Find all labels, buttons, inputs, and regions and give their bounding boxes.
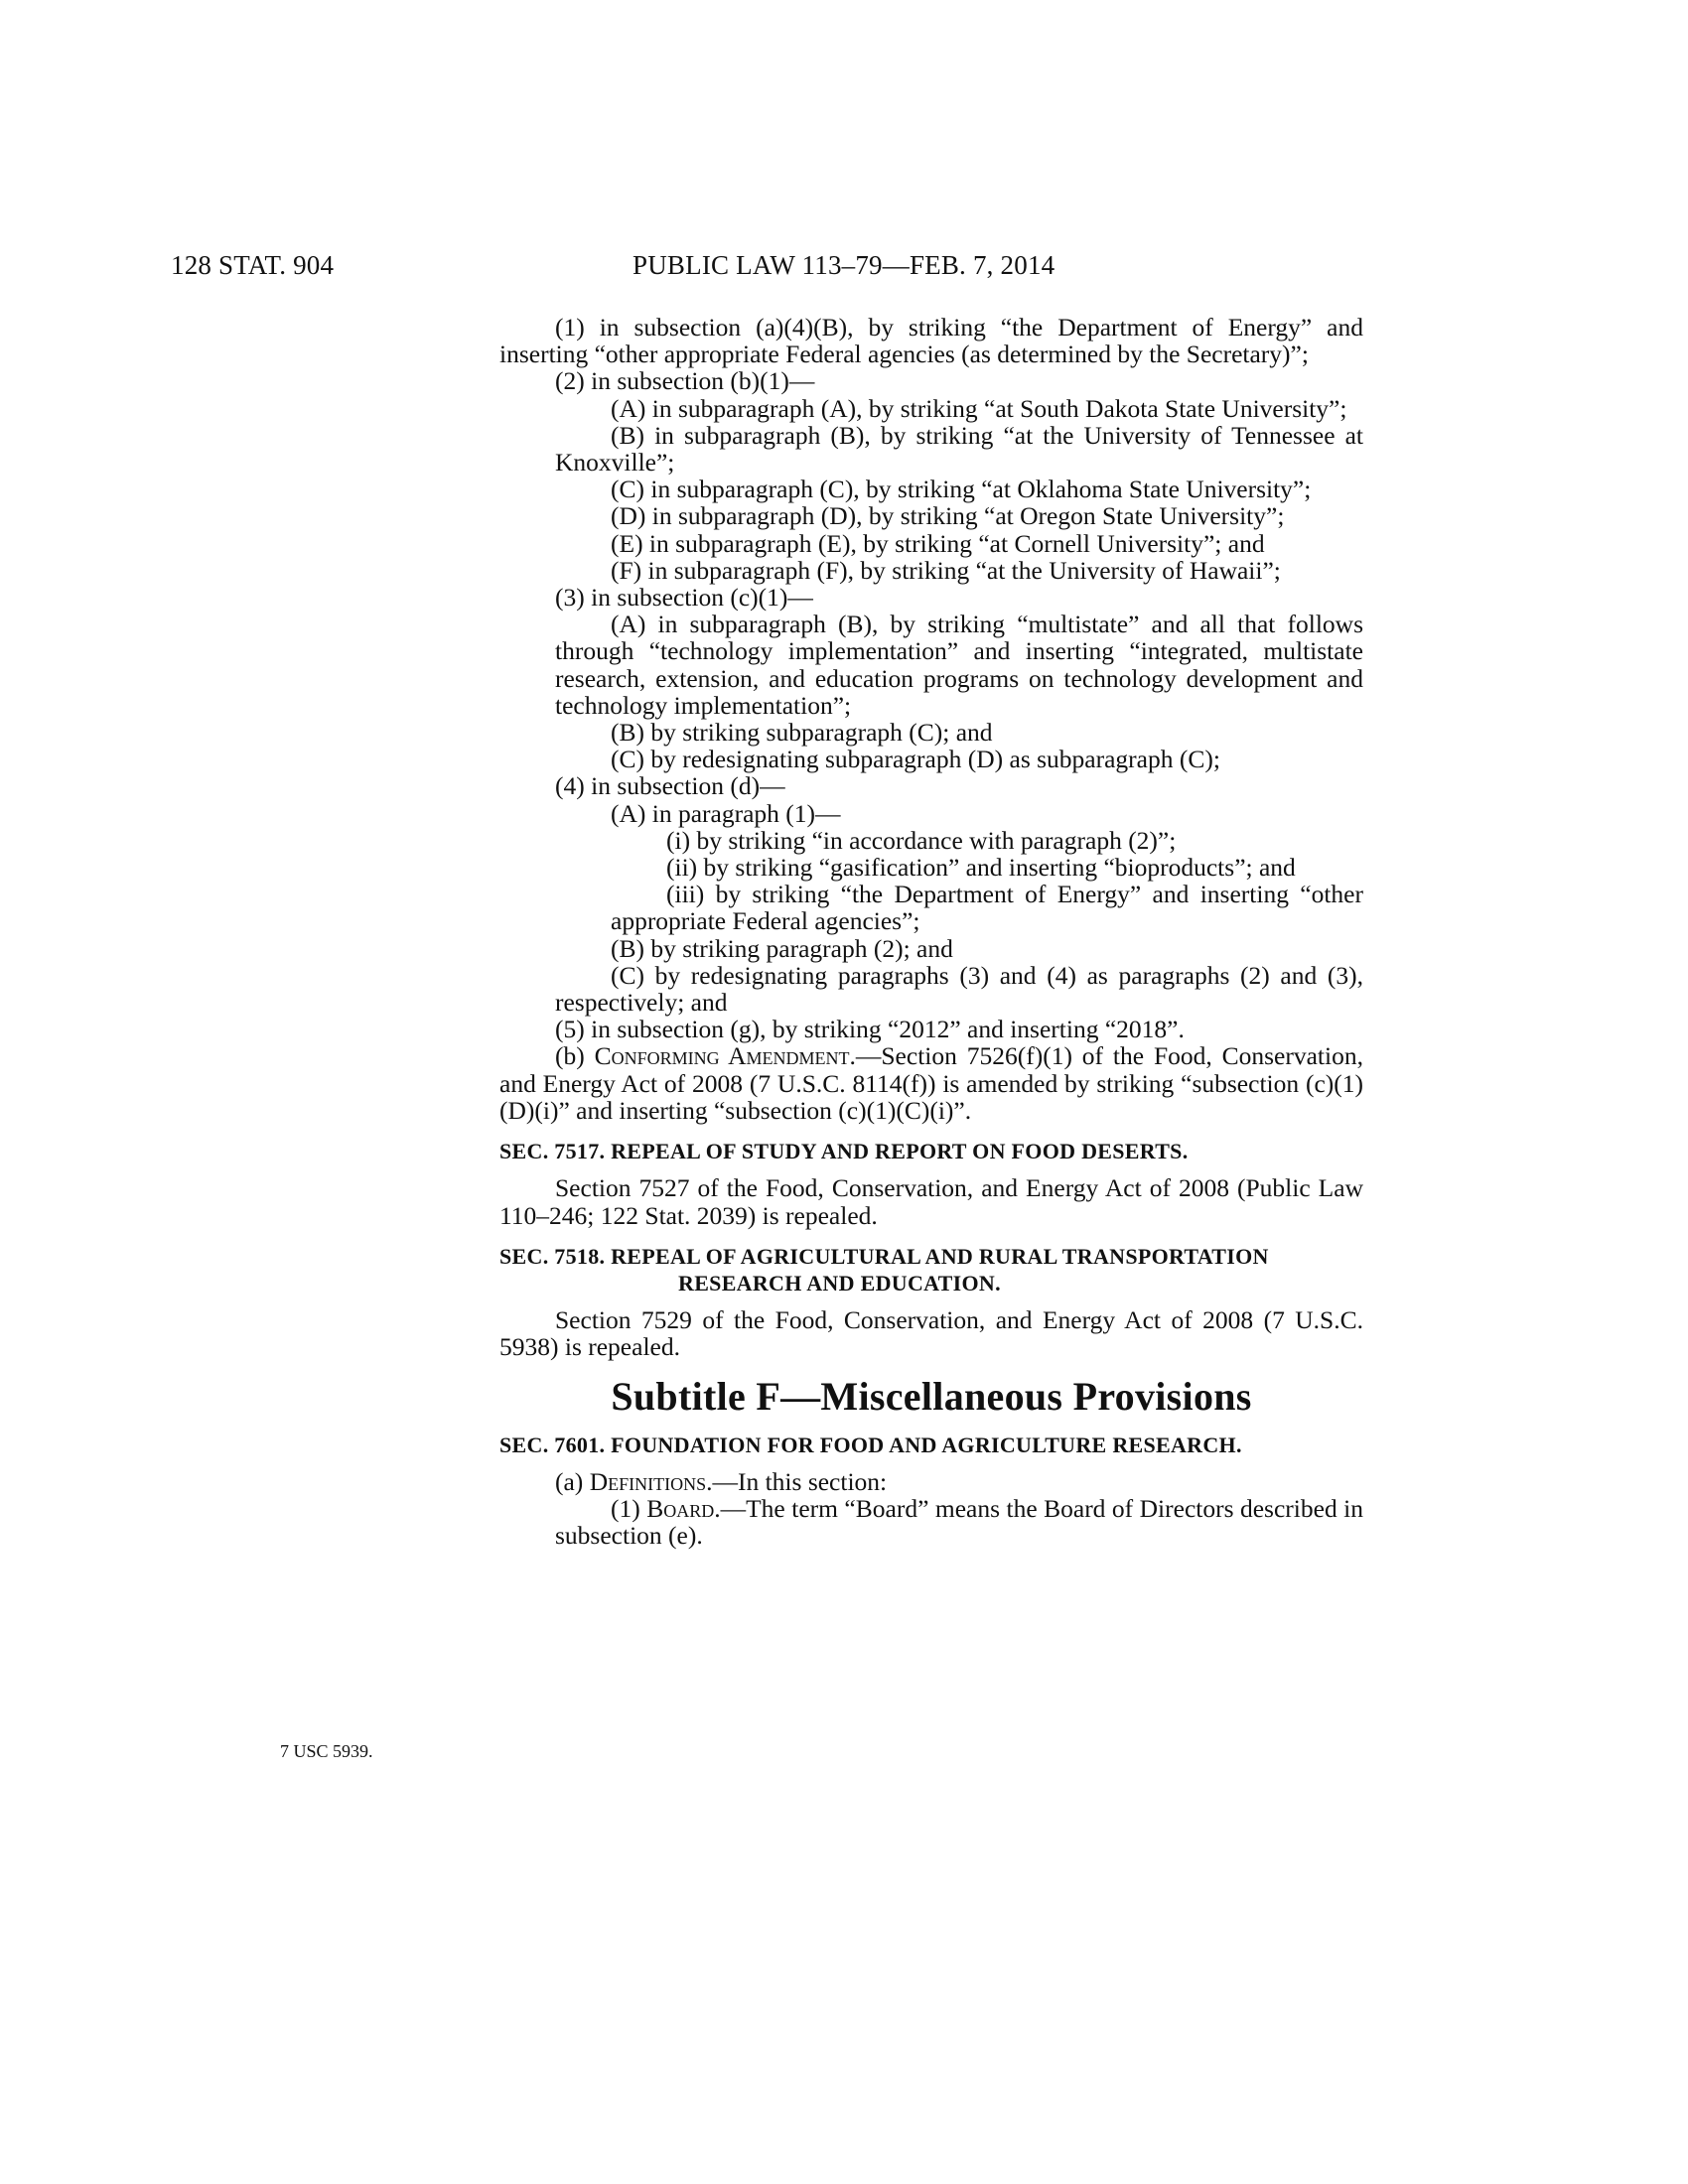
amendment-item-4a-ii: (ii) by striking “gasification” and inserting “bioproducts”; and (666, 853, 1296, 883)
sec-7601-heading: SEC. 7601. FOUNDATION FOR FOOD AND AGRICULTURE RESEARCH. (499, 1432, 1242, 1457)
amendment-item-2f: (F) in subparagraph (F), by striking “at the University of Hawaii”; (611, 555, 1281, 585)
amendment-item-2b: (B) in subparagraph (B), by striking “at the University of Tennessee at Knoxville”; (555, 420, 1363, 478)
stat-page-number: 128 STAT. 904 (171, 250, 335, 280)
amendment-item-3c: (C) by redesignating subparagraph (D) as subparagraph (C); (611, 745, 1220, 774)
sec-7601-p1 (499, 1495, 1363, 1549)
sec-7601-a (499, 1468, 1363, 1495)
sec-7601-a-prefix: (a) (555, 1466, 590, 1496)
conforming-prefix: (b) (555, 1041, 595, 1071)
amendment-item-2c: (C) in subparagraph (C), by striking “at Oklahoma State University”; (611, 475, 1312, 504)
sec-7518-heading-line2: RESEARCH AND EDUCATION. (678, 1270, 1001, 1296)
amendment-item-2a: (A) in subparagraph (A), by striking “at South Dakota State University”; (611, 393, 1347, 423)
subtitle-heading: Subtitle F—Miscellaneous Provisions (611, 1373, 1252, 1419)
amendment-item-2d: (D) in subparagraph (D), by striking “at Oregon State University”; (611, 501, 1285, 531)
sec-7518-text: Section 7529 of the Food, Conservation, and Energy Act of 2008 (7 U.S.C. 5938) is repealed. (499, 1305, 1363, 1362)
sec-7518-heading-line1: SEC. 7518. REPEAL OF AGRICULTURAL AND RURAL TRANSPORTATION (499, 1243, 1269, 1269)
amendment-item-3: (3) in subsection (c)(1)— (555, 583, 813, 613)
amendment-item-3b: (B) by striking subparagraph (C); and (611, 718, 993, 748)
page-header (0, 250, 1688, 290)
amendment-item-4: (4) in subsection (d)— (555, 771, 785, 801)
sec-7517-text: Section 7527 of the Food, Conservation, and Energy Act of 2008 (Public Law 110–246; 122 Stat. 2039) is repealed. (499, 1173, 1363, 1230)
amendment-item-5: (5) in subsection (g), by striking “2012” and inserting “2018”. (555, 1015, 1185, 1044)
amendment-item-4b: (B) by striking paragraph (2); and (611, 933, 953, 963)
amendment-item-2: (2) in subsection (b)(1)— (555, 366, 815, 396)
sec-7518-heading (499, 1243, 1363, 1297)
sec-7601-p1-prefix: (1) (611, 1494, 647, 1524)
sec-7601-a-label: Definitions. (589, 1466, 713, 1496)
amendment-item-4a: (A) in paragraph (1)— (611, 798, 841, 828)
law-title: PUBLIC LAW 113–79—FEB. 7, 2014 (633, 250, 1055, 280)
amendment-item-4a-iii: (iii) by striking “the Department of Energy” and inserting “other appropriate Federal agencies”; (611, 880, 1363, 936)
amendment-item-4a-i: (i) by striking “in accordance with paragraph (2)”; (666, 825, 1177, 855)
conforming-text: —Section 7526(f)(1) of the Food, Conservation, and Energy Act of 2008 (7 U.S.C. 8114(f)) is amended by striking “subsection (c)(1)(D)(i)” and inserting “subsection (c)(1)(C)(i)”. (499, 1041, 1363, 1125)
sec-7517-heading: SEC. 7517. REPEAL OF STUDY AND REPORT ON FOOD DESERTS. (499, 1139, 1189, 1164)
amendment-item-1: (1) in subsection (a)(4)(B), by striking “the Department of Energy” and inserting “other appropriate Federal agencies (as determined by the Secretary)”; (499, 313, 1363, 369)
conforming-amendment (499, 1042, 1363, 1124)
amendment-item-3a: (A) in subparagraph (B), by striking “multistate” and all that follows through “technology implementation” and inserting “integrated, multistate research, extension, and education programs on technology development and technology implementation”; (555, 610, 1363, 720)
amendment-item-4c: (C) by redesignating paragraphs (3) and (4) as paragraphs (2) and (3), respectively; and (555, 960, 1363, 1018)
usc-margin-note: 7 USC 5939. (280, 1741, 373, 1761)
sec-7601-p1-text: —The term “Board” means the Board of Directors described in subsection (e). (555, 1494, 1364, 1551)
sec-7601-p1-label: Board. (646, 1494, 721, 1524)
document-body (499, 314, 1363, 1550)
amendment-item-2e: (E) in subparagraph (E), by striking “at Cornell University”; and (611, 528, 1265, 558)
sec-7601-a-text: —In this section: (712, 1466, 888, 1496)
conforming-label: Conforming Amendment. (594, 1041, 856, 1071)
